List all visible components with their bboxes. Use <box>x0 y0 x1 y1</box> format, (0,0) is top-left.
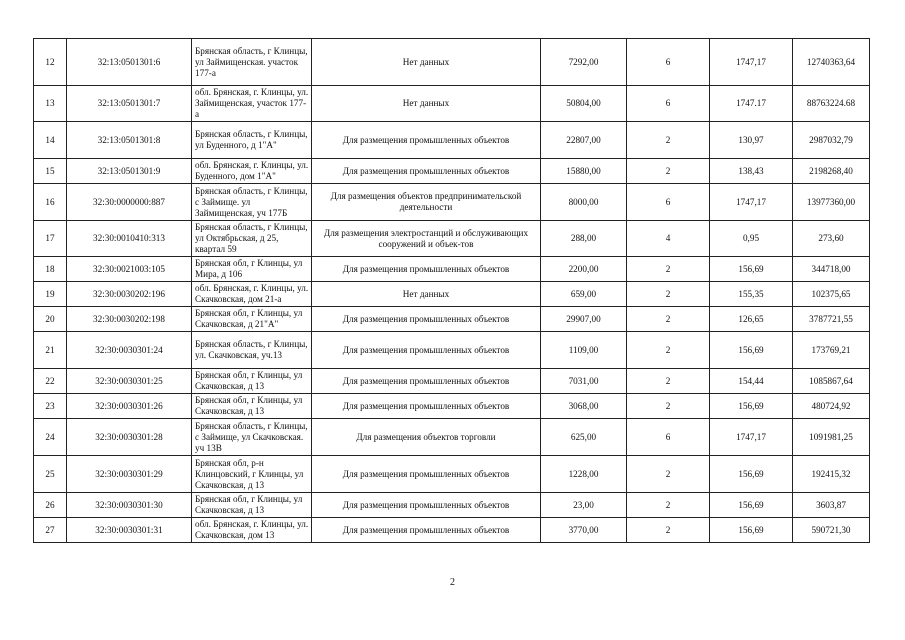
permitted-use-cell: Для размещения промышленных объектов <box>312 122 541 159</box>
address-cell: Брянская обл, р-н Клинцовский, г Клинцы, ул Скачковская, д 13 <box>192 456 312 493</box>
specific-value-cell: 156,69 <box>710 257 793 282</box>
area-cell: 7031,00 <box>541 369 627 394</box>
use-group-cell: 2 <box>627 282 710 307</box>
specific-value-cell: 130,97 <box>710 122 793 159</box>
cadastral-value-cell: 590721,30 <box>793 518 870 543</box>
use-group-cell: 6 <box>627 184 710 221</box>
table-row <box>34 39 870 86</box>
row-number-cell: 14 <box>34 122 67 159</box>
permitted-use-cell: Нет данных <box>312 86 541 122</box>
permitted-use-cell: Для размещения промышленных объектов <box>312 332 541 369</box>
area-cell: 625,00 <box>541 419 627 456</box>
use-group-cell: 2 <box>627 518 710 543</box>
address-cell: Брянская область, г Клинцы, ул Буденного, д 1"А" <box>192 122 312 159</box>
specific-value-cell: 156,69 <box>710 394 793 419</box>
table-row <box>34 184 870 221</box>
cadastral-value-cell: 192415,32 <box>793 456 870 493</box>
cadastral-value-cell: 3603,87 <box>793 493 870 518</box>
permitted-use-cell: Для размещения промышленных объектов <box>312 493 541 518</box>
permitted-use-cell: Для размещения промышленных объектов <box>312 394 541 419</box>
specific-value-cell: 138,43 <box>710 159 793 184</box>
specific-value-cell: 156,69 <box>710 456 793 493</box>
row-number-cell: 20 <box>34 307 67 332</box>
table-row <box>34 419 870 456</box>
area-cell: 288,00 <box>541 221 627 257</box>
address-cell: Брянская область, г Клинцы, ул Займищенская. участок 177-а <box>192 39 312 86</box>
address-cell: Брянская область, г Клинцы, ул Октябрьская, д 25, квартал 59 <box>192 221 312 257</box>
table-row <box>34 518 870 543</box>
use-group-cell: 2 <box>627 493 710 518</box>
row-number-cell: 12 <box>34 39 67 86</box>
row-number-cell: 18 <box>34 257 67 282</box>
address-cell: обл. Брянская, г. Клинцы, ул. Скачковская, дом 13 <box>192 518 312 543</box>
row-number-cell: 27 <box>34 518 67 543</box>
permitted-use-cell: Нет данных <box>312 39 541 86</box>
use-group-cell: 2 <box>627 456 710 493</box>
address-cell: обл. Брянская, г. Клинцы, ул. Скачковская, дом 21-а <box>192 282 312 307</box>
use-group-cell: 2 <box>627 369 710 394</box>
cadastral-number-cell: 32:30:0030301:25 <box>67 369 192 394</box>
area-cell: 50804,00 <box>541 86 627 122</box>
area-cell: 3068,00 <box>541 394 627 419</box>
cadastral-number-cell: 32:30:0021003:105 <box>67 257 192 282</box>
cadastral-number-cell: 32:30:0030301:29 <box>67 456 192 493</box>
permitted-use-cell: Для размещения промышленных объектов <box>312 307 541 332</box>
address-cell: Брянская обл, г Клинцы, ул Скачковская, д 21"А" <box>192 307 312 332</box>
table-body <box>34 39 870 543</box>
area-cell: 29907,00 <box>541 307 627 332</box>
cadastral-value-cell: 13977360,00 <box>793 184 870 221</box>
row-number-cell: 25 <box>34 456 67 493</box>
use-group-cell: 2 <box>627 307 710 332</box>
row-number-cell: 17 <box>34 221 67 257</box>
cadastral-value-cell: 2198268,40 <box>793 159 870 184</box>
area-cell: 2200,00 <box>541 257 627 282</box>
use-group-cell: 2 <box>627 159 710 184</box>
table-row <box>34 332 870 369</box>
address-cell: обл. Брянская, г. Клинцы, ул. Займищенская, участок 177-а <box>192 86 312 122</box>
row-number-cell: 13 <box>34 86 67 122</box>
table-row <box>34 394 870 419</box>
table-row <box>34 159 870 184</box>
row-number-cell: 19 <box>34 282 67 307</box>
area-cell: 1109,00 <box>541 332 627 369</box>
specific-value-cell: 0,95 <box>710 221 793 257</box>
specific-value-cell: 155,35 <box>710 282 793 307</box>
cadastral-number-cell: 32:30:0030301:24 <box>67 332 192 369</box>
use-group-cell: 6 <box>627 39 710 86</box>
cadastral-value-cell: 1091981,25 <box>793 419 870 456</box>
cadastral-value-cell: 273,60 <box>793 221 870 257</box>
table-row <box>34 493 870 518</box>
address-cell: Брянская обл, г Клинцы, ул Скачковская, д 13 <box>192 369 312 394</box>
row-number-cell: 15 <box>34 159 67 184</box>
cadastral-value-cell: 2987032,79 <box>793 122 870 159</box>
table-row <box>34 307 870 332</box>
use-group-cell: 2 <box>627 122 710 159</box>
address-cell: обл. Брянская, г. Клинцы, ул. Буденного, дом 1"А" <box>192 159 312 184</box>
document-page <box>33 38 869 543</box>
use-group-cell: 2 <box>627 394 710 419</box>
specific-value-cell: 1747,17 <box>710 39 793 86</box>
address-cell: Брянская область, г Клинцы, ул. Скачковская, уч.13 <box>192 332 312 369</box>
row-number-cell: 26 <box>34 493 67 518</box>
cadastral-number-cell: 32:30:0000000:887 <box>67 184 192 221</box>
address-cell: Брянская обл, г Клинцы, ул Мира, д 106 <box>192 257 312 282</box>
area-cell: 7292,00 <box>541 39 627 86</box>
use-group-cell: 2 <box>627 332 710 369</box>
cadastral-value-cell: 480724,92 <box>793 394 870 419</box>
use-group-cell: 6 <box>627 419 710 456</box>
row-number-cell: 21 <box>34 332 67 369</box>
address-cell: Брянская область, г Клинцы, с Займище, ул Скачковская. уч 13В <box>192 419 312 456</box>
specific-value-cell: 156,69 <box>710 332 793 369</box>
area-cell: 23,00 <box>541 493 627 518</box>
use-group-cell: 6 <box>627 86 710 122</box>
permitted-use-cell: Нет данных <box>312 282 541 307</box>
cadastral-number-cell: 32:30:0030202:198 <box>67 307 192 332</box>
cadastral-value-cell: 344718,00 <box>793 257 870 282</box>
row-number-cell: 22 <box>34 369 67 394</box>
table-row <box>34 456 870 493</box>
permitted-use-cell: Для размещения электростанций и обслуживающих сооружений и объек-тов <box>312 221 541 257</box>
row-number-cell: 16 <box>34 184 67 221</box>
permitted-use-cell: Для размещения объектов торговли <box>312 419 541 456</box>
table-row <box>34 369 870 394</box>
cadastral-number-cell: 32:30:0030301:31 <box>67 518 192 543</box>
permitted-use-cell: Для размещения промышленных объектов <box>312 159 541 184</box>
cadastral-number-cell: 32:13:0501301:6 <box>67 39 192 86</box>
specific-value-cell: 1747,17 <box>710 184 793 221</box>
table-row <box>34 86 870 122</box>
area-cell: 8000,00 <box>541 184 627 221</box>
cadastral-number-cell: 32:30:0030202:196 <box>67 282 192 307</box>
permitted-use-cell: Для размещения промышленных объектов <box>312 456 541 493</box>
cadastral-number-cell: 32:30:0010410:313 <box>67 221 192 257</box>
specific-value-cell: 154,44 <box>710 369 793 394</box>
cadastral-value-cell: 12740363,64 <box>793 39 870 86</box>
address-cell: Брянская обл, г Клинцы, ул Скачковская, д 13 <box>192 493 312 518</box>
specific-value-cell: 1747.17 <box>710 86 793 122</box>
table-row <box>34 122 870 159</box>
table-row <box>34 221 870 257</box>
area-cell: 22807,00 <box>541 122 627 159</box>
cadastral-number-cell: 32:30:0030301:26 <box>67 394 192 419</box>
cadastral-value-cell: 102375,65 <box>793 282 870 307</box>
address-cell: Брянская обл, г Клинцы, ул Скачковская, д 13 <box>192 394 312 419</box>
table-row <box>34 282 870 307</box>
cadastral-value-cell: 3787721,55 <box>793 307 870 332</box>
use-group-cell: 4 <box>627 221 710 257</box>
specific-value-cell: 156,69 <box>710 518 793 543</box>
row-number-cell: 24 <box>34 419 67 456</box>
cadastral-number-cell: 32:13:0501301:9 <box>67 159 192 184</box>
table-row <box>34 257 870 282</box>
address-cell: Брянская область, г Клинцы, с Займище. ул Займищенская, уч 177Б <box>192 184 312 221</box>
area-cell: 1228,00 <box>541 456 627 493</box>
cadastral-number-cell: 32:30:0030301:30 <box>67 493 192 518</box>
cadastral-value-cell: 88763224.68 <box>793 86 870 122</box>
cadastral-number-cell: 32:30:0030301:28 <box>67 419 192 456</box>
row-number-cell: 23 <box>34 394 67 419</box>
area-cell: 15880,00 <box>541 159 627 184</box>
page-number: 2 <box>450 577 455 588</box>
permitted-use-cell: Для размещения промышленных объектов <box>312 257 541 282</box>
area-cell: 3770,00 <box>541 518 627 543</box>
permitted-use-cell: Для размещения объектов предпринимательской деятельности <box>312 184 541 221</box>
cadastral-number-cell: 32:13:0501301:7 <box>67 86 192 122</box>
cadastral-value-cell: 173769,21 <box>793 332 870 369</box>
use-group-cell: 2 <box>627 257 710 282</box>
permitted-use-cell: Для размещения промышленных объектов <box>312 518 541 543</box>
permitted-use-cell: Для размещения промышленных объектов <box>312 369 541 394</box>
area-cell: 659,00 <box>541 282 627 307</box>
specific-value-cell: 126,65 <box>710 307 793 332</box>
cadastral-number-cell: 32:13:0501301:8 <box>67 122 192 159</box>
specific-value-cell: 1747,17 <box>710 419 793 456</box>
land-plots-table <box>33 38 870 543</box>
specific-value-cell: 156,69 <box>710 493 793 518</box>
cadastral-value-cell: 1085867,64 <box>793 369 870 394</box>
